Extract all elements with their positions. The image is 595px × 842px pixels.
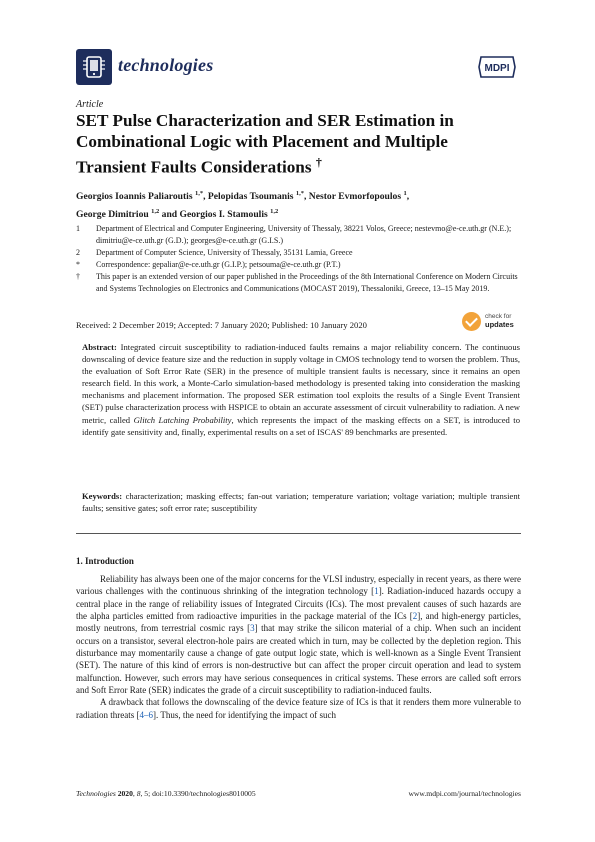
paragraph: Reliability has always been one of the major concerns for the VLSI industry, especially in recent years, as there were various challenges with the continuous shrinking of the integration technology [1]. Radiation-induced hazards occupy a central place in the range of reliability issues of Integrated Circuits (ICs). The most prevalent causes of such hazards are the alpha particles emitted from radioactive impurities in the package material of the ICs [2], and high-energy particles, mostly neutrons, from terrestrial cosmic rays [3] that may strike the silicon material of a chip. When such an incident occurs on a transistor, several electron-hole pairs are created which in turn, may be collected by the depletion region. This disturbance may momentarily cause a change of gate output logic state, which is well-known as a Single Event Transient (SET). The nature of this kind of errors is non-destructive but can affect the proper circuit operation and lead to system malfunction. However, such errors may have serious consequences in critical systems. These errors are called soft errors and Soft Error Rate (SER) indicates the grade of a circuit susceptibility to radiation-induced faults.: [76, 574, 521, 696]
author-separator: and: [159, 209, 180, 221]
author-separator: ,: [406, 191, 410, 203]
check-for-updates-button[interactable]: [462, 311, 524, 333]
footer-journal: Technologies: [76, 789, 116, 798]
footer-citation: Technologies 2020, 8, 5; doi:10.3390/technologies8010005: [76, 789, 256, 798]
reference-link[interactable]: 1: [374, 586, 379, 597]
affiliation-text: Department of Electrical and Computer Engineering, University of Thessaly, 38221 Volos, Greece; nestevmo@e-ce.uth.gr (N.E.); dimitriu@e-ce.uth.gr (G.D.); georges@e-ce.uth.gr (G.I.S.): [96, 224, 512, 245]
keywords-label: Keywords:: [82, 491, 123, 501]
check-updates-line1: check for: [485, 313, 512, 320]
author-name: Georgios Ioannis Paliaroutis: [76, 191, 195, 203]
abstract-metric-name: Glitch Latching Probability: [133, 414, 232, 425]
affiliation-text: Department of Computer Science, University of Thessaly, 35131 Lamia, Greece: [96, 248, 353, 257]
author-name: Georgios I. Stamoulis: [179, 209, 271, 221]
extended-version-note: This paper is an extended version of our paper published in the Proceedings of the 8th International Conference on Modern Circuits and Systems Technologies on Electronics and Communications (MOCAST 2019), Thessaloniki, Greece, 13–15 May 2019.: [96, 272, 518, 293]
microchip-icon: [76, 49, 112, 85]
reference-link[interactable]: 3: [250, 623, 255, 634]
reference-link[interactable]: 4–6: [139, 709, 153, 720]
title-text: SET Pulse Characterization and SER Estimation in Combinational Logic with Placement and Multiple Transient Faults Considerations: [76, 111, 454, 177]
author-name: Pelopidas Tsoumanis: [207, 191, 296, 203]
author-affiliation-mark: 1,2: [270, 208, 279, 216]
author-list: [76, 186, 521, 222]
reference-link[interactable]: 2: [412, 611, 418, 622]
footer-journal-url[interactable]: www.mdpi.com/journal/technologies: [408, 789, 521, 798]
affiliation-mark: *: [76, 260, 80, 269]
keywords-text: characterization; masking effects; fan-out variation; temperature variation; voltage variation; multiple transient faults; sensitive gates; soft error rate; susceptibility: [82, 491, 520, 514]
abstract-text-end: , which represents the impact of the masking effects on a SET, is introduced to identify gate sensitivity and, finally, experimental results on a set of ISCAS' 89 benchmarks are presented.: [82, 414, 520, 437]
author-affiliation-mark: 1,2: [151, 208, 160, 216]
author-name: George Dimitriou: [76, 209, 152, 221]
divider: [76, 533, 521, 534]
mdpi-logo-text: MDPI: [484, 63, 510, 74]
abstract-text: Integrated circuit susceptibility to radiation-induced faults remains a major reliability concern. The continuous downscaling of device feature size and the reduction in supply voltage in CMOS technology tend to worsen the problem. Thus, the evaluation of Soft Error Rate (SER) in the presence of multiple transient faults is necessary, since it remains an open research field. In this work, a Monte-Carlo simulation-based methodology is presented taking into consideration the masking mechanisms and placement information. The proposed SER estimation tool exploits the results of a Single Event Transient (SET) pulse characterization process with HSPICE to obtain an accurate assessment of circuit vulnerability to radiation. A new metric, called: [82, 342, 520, 425]
publication-dates: Received: 2 December 2019; Accepted: 7 January 2020; Published: 10 January 2020: [76, 320, 367, 330]
correspondence-text: Correspondence: gepaliar@e-ce.uth.gr (G.I.P.); petsouma@e-ce.uth.gr (P.T.): [96, 260, 341, 269]
author-separator: ,: [304, 191, 309, 203]
author-affiliation-mark: 1,*: [295, 190, 304, 197]
keywords: [82, 490, 520, 514]
paper-title: [76, 110, 521, 178]
footer-volume: 8: [136, 789, 141, 798]
author-name: Nestor Evmorfopoulos: [308, 191, 404, 203]
section-heading: 1. Introduction: [76, 556, 134, 566]
author-affiliation-mark: 1,*: [194, 190, 204, 197]
check-icon: [462, 312, 481, 331]
article-type: Article: [76, 99, 104, 110]
footer-year: 2020: [117, 789, 133, 798]
title-footnote-mark: †: [315, 155, 322, 169]
author-affiliation-mark: 1: [403, 190, 407, 197]
affiliation-mark: †: [76, 272, 80, 281]
journal-name: technologies: [118, 55, 214, 75]
footer-doi: , 5; doi:10.3390/technologies8010005: [140, 789, 256, 798]
affiliation-mark: 2: [76, 248, 80, 257]
abstract-label: Abstract:: [82, 342, 117, 352]
mdpi-logo: [477, 54, 517, 80]
affiliation-mark: 1: [76, 224, 80, 233]
author-separator: ,: [203, 191, 208, 203]
introduction-body: [76, 573, 521, 721]
check-updates-line2: updates: [485, 320, 514, 329]
abstract: [82, 341, 520, 438]
paragraph: A drawback that follows the downscaling of the device feature size of ICs is that it renders them more vulnerable to radiation threats [4–6]. Thus, the need for identifying the impact of such: [76, 697, 521, 720]
